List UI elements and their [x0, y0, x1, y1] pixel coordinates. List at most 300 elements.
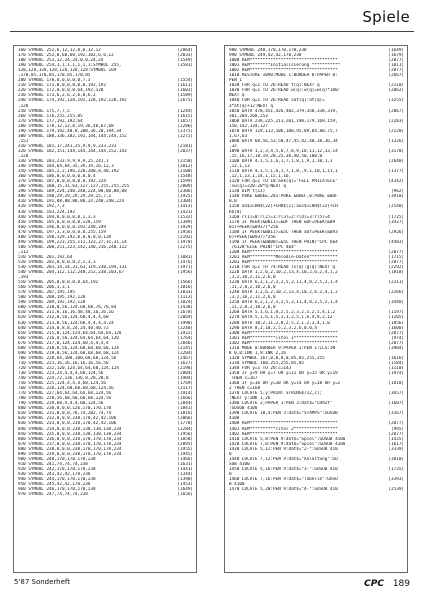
checksum: [1769]	[177, 381, 193, 387]
checksum: [1110]	[388, 365, 404, 371]
code-text: 1090 DATA 1,2,3,4,5,6,7,8,9,10,11,12,13,14	[229, 148, 338, 154]
code-text: 570 SYMBOL 207,195,195	[18, 290, 75, 296]
code-text: 950 SYMBOL 245,42,42,170,238	[18, 482, 91, 488]
code-text: 1380 LOCATE 2,PAPER 1:PEN 3:dat$="CRAZY"	[229, 401, 333, 407]
code-text: ,11,2,8,2,10,2,6,0	[229, 305, 276, 311]
checksum: [1476]	[177, 259, 193, 265]
checksum: [2311]	[388, 280, 404, 286]
checksum: [1554]	[177, 78, 193, 84]
code-text: 670 SYMBOL 217,0,124,124,68,4,4,4,4	[18, 340, 109, 346]
checksum: [1377]	[388, 169, 404, 175]
code-text: 560 SYMBOL 206,3,3,1	[18, 285, 70, 291]
checksum: [2467]	[177, 355, 193, 361]
code-text: 1201 REM**********Melodie-Daten***********	[229, 254, 338, 260]
checksum: [1856]	[388, 320, 404, 326]
checksum: [1566]	[177, 280, 193, 286]
checksum: [1435]	[388, 436, 404, 442]
code-text: 1260 DATA 5,1,6,1,8,2,5,2,3,2,5,2,5,4,1,2	[229, 310, 336, 316]
checksum: [3427]	[388, 219, 404, 225]
checksum: [1974]	[388, 371, 404, 376]
code-text: 180 SYMBOL 253,12,24,24,0,0,24,24	[18, 58, 104, 64]
checksum: [1081]	[177, 254, 193, 260]
page-footer	[364, 579, 410, 589]
code-text: 1250 DATA 6,2,1,2,3,2,5,2,11,4,8,2,5,2,1,4	[229, 300, 338, 306]
code-text: 1120 FOR q=1 TO 10:ank(q)="FELL PHILATELE"	[229, 179, 338, 185]
code-text: 430 SYMBOL 193,224,192	[18, 209, 75, 215]
header-rule	[10, 31, 414, 32]
checksum: [1956]	[177, 431, 193, 437]
brand-logo: CPC	[364, 579, 384, 589]
code-text: ,11,2,8,2,10,2,6,0	[229, 285, 276, 291]
code-text: THEN c=167	[229, 376, 258, 382]
checksum: [2004]	[177, 371, 193, 376]
code-text: 1360 IF y=16 OR y=10 OR y=14 OR y=18 OR y=2	[229, 381, 341, 387]
code-text: 640 SYMBOL 214,0,8,8,24,24,40,40,72	[18, 325, 109, 331]
code-text: 1202 REM**********************************	[229, 259, 338, 265]
checksum: [1929]	[177, 224, 193, 230]
code-text: 190 SYMBOL 254,1,1,1,1,1,1,1:SYMBOL 255,	[18, 63, 122, 69]
checksum: [1715]	[388, 254, 404, 260]
checksum: [2306]	[177, 189, 193, 195]
code-text: 1430 LOCATE 5,12:PEN 9:dat$="2-":GOSUB 410	[229, 446, 338, 452]
code-text: ,32	[229, 143, 237, 149]
checksum: [3904]	[388, 345, 404, 351]
checksum: [2064]	[177, 48, 193, 53]
code-text: 1400 REM**********************************	[229, 421, 338, 427]
code-text: 2 THEN c=168	[229, 386, 261, 392]
code-text: ,3,2,10,2,11,2,6,0	[229, 275, 276, 281]
code-text: 1350 IF y<9 OR y=7 OR y=11 OR y=15 OR y=19	[229, 371, 338, 376]
checksum: [2095]	[177, 441, 193, 447]
checksum: [2203]	[388, 118, 404, 124]
code-text: 720 SYMBOL 222,120,124,64,64,68,124,124	[18, 365, 119, 371]
checksum: [3393]	[388, 476, 404, 482]
checksum: [3657]	[388, 391, 404, 397]
checksum: [2181]	[177, 143, 193, 149]
checksum: [1244]	[177, 108, 193, 114]
code-text: 1020 FOR q=1 TO 26:READ t(q):NEXT q	[229, 83, 320, 89]
checksum: [1764]	[177, 335, 193, 341]
code-text: 360 SYMBOL 186,0,0,0,0,0,0,0,4	[18, 174, 96, 180]
code-text: 3*at(q)+12:NEXT q	[229, 103, 273, 109]
code-text: SUB 4100	[229, 461, 250, 467]
code-text: 1340 FOR y=1 TO 20:c=143	[229, 365, 292, 371]
checksum: [1611]	[177, 83, 193, 89]
code-text: B 4100	[229, 482, 245, 488]
checksum: [1326]	[388, 138, 404, 144]
checksum: [1589]	[177, 93, 193, 99]
code-text: 1180 IF PEEK(&BB11)=&5C THEN adr=PEEK(&B93	[229, 229, 338, 235]
checksum: [2430]	[177, 305, 193, 311]
checksum: [1841]	[177, 406, 193, 412]
checksum: [2012]	[177, 164, 193, 170]
code-text: 1310 MODE 0:BORDER 9:PAPER 1:PEN 1:CLS:IN	[229, 345, 336, 351]
code-text: 6)+PEEK(&B937)*256	[229, 234, 276, 240]
checksum: [1811]	[388, 63, 404, 69]
checksum: [3010]	[388, 456, 404, 462]
checksum: [2867]	[388, 108, 404, 114]
code-text: 750 SYMBOL 225,124,4,4,4,68,124,56	[18, 381, 106, 387]
code-text: 170 SYMBOL 252,0,60,60,192,102,6,6,12	[18, 53, 114, 59]
code-text: 990 SYMBOL 249,42,42,170,238	[229, 53, 302, 59]
issue-label: 5'87 Sonderheft	[14, 578, 71, 586]
code-text: 1010 RESTORE 1090:MODE 1:BORDER 0:PAPER 0:	[229, 73, 338, 79]
code-text: 860 SYMBOL 236,0,0,0,238,170,170,170,234	[18, 436, 122, 442]
code-text: 650 SYMBOL 215,0,124,124,64,64,64,64,120	[18, 330, 122, 336]
code-text: ,12,1,13,1,14,1,15,1,16,	[229, 174, 292, 180]
checksum: [2275]	[177, 244, 193, 250]
checksum: [995]	[391, 426, 404, 432]
checksum: [4342]	[388, 179, 404, 185]
code-text: 780 SYMBOL 228,56,68,68,68,68,124,56	[18, 396, 112, 402]
code-text: 540 SYMBOL 204,112,112,248,252,238,103,67	[18, 270, 125, 276]
code-text: 301,284,268,253	[229, 113, 268, 119]
checksum: [2100]	[177, 169, 193, 175]
checksum: [3339]	[388, 446, 404, 452]
code-text: 400 SYMBOL 190,29,29,29,29,29,15,7,1	[18, 194, 112, 200]
code-text: 1440 LOCATE 7,12:PEN 9:dat$="Anleitung":GO	[229, 456, 338, 462]
code-text: 480 SYMBOL 198,129,192,0,0,0,0,0,128	[18, 234, 112, 240]
checksum: [3448]	[388, 300, 404, 306]
code-text: 900 SYMBOL 240,170,170,170,238	[18, 456, 96, 462]
code-text: 840 SYMBOL 234,0,0,0,238,138,138,138,234	[18, 426, 122, 432]
checksum: [2272]	[177, 133, 193, 139]
code-text: ,112	[18, 249, 29, 255]
code-text: 1210 FOR q=1 TO 74:READ ls(q):g(q):NEXT q	[229, 265, 336, 271]
checksum: [1617]	[388, 441, 404, 447]
checksum: [1816]	[177, 411, 193, 417]
checksum: [2539]	[388, 487, 404, 493]
checksum: [1657]	[177, 118, 193, 124]
code-text: 740 SYMBOL 224,72,136,136,8,28,28,8	[18, 376, 109, 382]
code-text: 1160 r(1)=0:r(2)=1:r(3)=2:r(4)=3:r(5)=4	[229, 214, 330, 220]
code-text: 200 SYMBOL 170,0,0,0,0,0,7,3	[18, 78, 91, 84]
code-text: 240 SYMBOL 174,192,128,192,128,192,128,192	[18, 98, 127, 104]
checksum: [1725]	[388, 214, 404, 220]
checksum: [2204]	[177, 350, 193, 356]
code-text: 770 SYMBOL 227,64,64,64,64,68,124,56	[18, 391, 112, 397]
checksum: [1615]	[177, 113, 193, 119]
code-text: 1080 DATA 60,56,53,50,47,45,42,40,38,36,34	[229, 138, 338, 144]
code-text: 1002 REM**********************************	[229, 68, 338, 74]
code-text: 440 SYMBOL 194,0,0,0,0,0,1,3,3	[18, 214, 96, 220]
checksum: [1956]	[177, 270, 193, 276]
code-text: 1290 DATA 8,2,10,2,5,2,3,2,6,0,0,4	[229, 325, 317, 331]
code-line	[18, 492, 193, 497]
checksum: [2033]	[177, 53, 193, 59]
code-text: 1470 LOCATE 5,20:PEN 9:dat$="4-":GOSUB 410	[229, 487, 338, 493]
checksum: [2240]	[177, 325, 193, 331]
code-line	[229, 487, 404, 492]
code-text: 800 SYMBOL 230,0,0,0,126,170,170,170	[18, 406, 112, 412]
checksum: [2077]	[388, 431, 404, 437]
checksum: [1205]	[388, 315, 404, 321]
code-text: 390 SYMBOL 189,224,240,240,224,88,88,88,88	[18, 189, 127, 195]
code-text: 0	[229, 451, 232, 457]
code-text: 280 SYMBOL 178,12,12,8,19,36,40,67,68	[18, 123, 114, 129]
checksum: [1770]	[177, 421, 193, 427]
code-text: 790 SYMBOL 229,60,4,4,4,68,124,56	[18, 401, 104, 407]
code-text: 380 SYMBOL 188,15,31,63,127,127,255,255,255	[18, 184, 130, 190]
code-text: 420 SYMBOL 192,7,3	[18, 204, 65, 210]
checksum: [2117]	[177, 386, 193, 392]
checksum: [2198]	[177, 365, 193, 371]
checksum: [1955]	[177, 446, 193, 452]
code-text: 150,142,134,127	[229, 123, 268, 129]
checksum: [2675]	[177, 98, 193, 104]
checksum: [2286]	[177, 123, 193, 129]
code-text: 1370 LOCATE 5,y:PRINT STRING$(12,c);	[229, 391, 323, 397]
checksum: [2266]	[388, 290, 404, 296]
code-text: 1060 DATA 239,225,213,201,190,179,169,159,	[229, 118, 338, 124]
code-text: 970 SYMBOL 247,74,74,74,238	[18, 492, 88, 498]
code-text: K 0,0:INK 1,9:INK 2,26	[229, 350, 286, 356]
checksum: [1398]	[177, 476, 193, 482]
code-text: 1130 DIM t(11)	[229, 189, 266, 195]
code-text: 1200 REM**********************************	[229, 249, 338, 255]
checksum: [2375]	[177, 128, 193, 134]
code-text: PEN 1	[229, 78, 242, 84]
checksum: [974]	[391, 335, 404, 341]
code-text: 410 SYMBOL 191,88,88,88,88,24,240,240,224	[18, 199, 125, 205]
checksum: [1016]	[177, 285, 193, 291]
checksum: [2037]	[177, 148, 193, 154]
checksum: [2077]	[388, 259, 404, 265]
checksum: [1599]	[177, 179, 193, 185]
code-text: /6128"ELSE PRINT"CPC 464"	[229, 244, 297, 250]
checksum: [2009]	[177, 184, 193, 190]
code-text: 680 SYMBOL 218,0,56,124,68,68,68,68,124	[18, 345, 119, 351]
code-text: 230 SYMBOL 173,6,2,6,2,6,0,6,2	[18, 93, 96, 99]
checksum: [3583]	[177, 63, 193, 69]
checksum: [4483]	[388, 239, 404, 245]
code-text: 510 SYMBOL 201,192,64	[18, 254, 73, 260]
code-text: 1050 DATA 478,451,426,402,379,358,338,319,	[229, 108, 338, 114]
code-text: 1230 DATA 6,2,1,2,3,2,5,2,11,4,8,2,5,2,1,4	[229, 280, 338, 286]
checksum: [2046]	[177, 340, 193, 346]
code-text: 1280 DATA 10,2,11,2,8,2,5,2,1,2,3,4,1,0	[229, 320, 330, 326]
code-text: 1100 DATA 4,1,5,1,6,1,7,1,8,1,9,1,10,1,1	[229, 159, 333, 165]
code-text: 550 SYMBOL 205,0,0,0,0,0,64,192	[18, 280, 99, 286]
checksum: [2667]	[388, 73, 404, 79]
code-text: ,15,16,17,18,19,20,25,30,40,50,100,0	[229, 153, 323, 159]
code-text: 1110 DATA 4,1,5,1,6,1,7,1,8,,9,1,10,1,11,1	[229, 169, 338, 175]
code-text: 1070 DATA 119,113,106,100,95,89,84,80,75,7	[229, 128, 338, 134]
checksum: [1413]	[177, 204, 193, 210]
code-text: 1301 REM**********Titel 1*****************	[229, 335, 338, 341]
code-text: 1030 FOR q=1 TO 26:READ w(q):w(q)=w(q)*100:	[229, 88, 341, 94]
checksum: [2066]	[177, 416, 193, 422]
checksum: [1453]	[177, 482, 193, 488]
code-text: :sw(q)=220-20*q:NEXT q	[229, 184, 286, 190]
code-text: 220 SYMBOL 172,0,0,0,0,64,192,128	[18, 88, 104, 94]
code-text: ,128	[18, 103, 29, 109]
code-text: 460 SYMBOL 196,0,0,0,0,192,240,249	[18, 224, 106, 230]
code-text: 1240 DATA 1,2,6,2,10,2,13,4,10,2,6,2,4,1,2	[229, 290, 338, 296]
code-text: 01)+PEEK(&B937)*256	[229, 224, 279, 230]
checksum: [2292]	[388, 265, 404, 271]
checksum: [1971]	[177, 265, 193, 271]
code-text: 330 SYMBOL 183,233,9,9,9,9,25,241,1	[18, 159, 109, 165]
code-text: 520 SYMBOL 202,0,0,0,0,2,2,3,3	[18, 259, 96, 265]
checksum: [2077]	[388, 340, 404, 346]
checksum: [1649]	[177, 487, 193, 493]
code-text: 1420 LOCATE 7,8:PEN 9:dat$="Spiel":GOSUB 4100	[229, 441, 346, 447]
code-text: 930 SYMBOL 243,42,42,170,238	[18, 471, 91, 477]
code-text: ,151	[18, 138, 29, 144]
checksum: [1990]	[177, 320, 193, 326]
code-text: 500 SYMBOL 200,251,223,142,140,216,240,112	[18, 244, 127, 250]
checksum: [1904]	[177, 376, 193, 382]
code-text: 1401 REM**********Titel 2*****************	[229, 426, 338, 432]
code-text: ,193	[18, 275, 29, 281]
checksum: [1548]	[177, 174, 193, 180]
code-text: 910 SYMBOL 241,74,74,74,238	[18, 461, 88, 467]
code-text: 760 SYMBOL 226,124,68,68,68,68,124,56	[18, 386, 114, 392]
code-text: 960 SYMBOL 246,170,170,170,238	[18, 487, 96, 493]
code-text: 250 SYMBOL 175,7,7,5	[18, 108, 70, 114]
checksum: [1656]	[177, 492, 193, 498]
code-text: 4100	[229, 416, 240, 422]
code-text: 160 SYMBOL 251,6,12,12,0,0,12,12	[18, 48, 101, 53]
code-text: 940 SYMBOL 244,170,170,170,238	[18, 476, 96, 482]
checksum: [1431]	[177, 209, 193, 215]
checksum: [1678]	[177, 310, 193, 316]
code-text: 1330 SYMBOL 168,255,255,85,85	[229, 360, 305, 366]
code-text: 320 SYMBOL 182,151,144,144,144,144,152,143	[18, 148, 127, 154]
section-title: Spiele	[362, 8, 410, 26]
checksum: [2145]	[177, 345, 193, 351]
code-text: 1150 an$=CHR$(22)+CHR$(1):aus$=CHR$(22)+CH	[229, 204, 338, 210]
checksum: [1631]	[177, 461, 193, 467]
checksum: [1925]	[177, 194, 193, 200]
code-text: 530 SYMBOL 203,14,14,31,63,119,230,194,131	[18, 265, 127, 271]
code-text: 870 SYMBOL 237,0,0,0,238,170,170,170,234	[18, 441, 122, 447]
code-text: 830 SYMBOL 233,0,0,0,238,170,42,42,106	[18, 421, 117, 427]
checksum: [1922]	[177, 330, 193, 336]
checksum: [2077]	[388, 58, 404, 64]
code-text: 1140 POKE &BDEE,201:POKE &BDEF,0:POKE &BDF	[229, 194, 338, 200]
code-text: 1190 IF PEEK(&BB00)=&5C THEN PRINT"CPC 664	[229, 239, 338, 245]
checksum: [2926]	[388, 229, 404, 235]
checksum: [1818]	[388, 381, 404, 387]
code-text: 620 SYMBOL 212,0,56,124,68,4,4,4,60	[18, 315, 109, 321]
checksum: [1735]	[388, 466, 404, 472]
code-text: 590 SYMBOL 209,192,192,128	[18, 300, 86, 306]
checksum: [1607]	[388, 401, 404, 407]
checksum: [1945]	[177, 451, 193, 457]
code-text: 730 SYMBOL 223,24,4,4,4,68,124,56	[18, 371, 104, 376]
code-text: 0	[229, 471, 232, 477]
code-text: 700 SYMBOL 220,84,100,100,68,68,124,56	[18, 355, 117, 361]
code-text: 580 SYMBOL 208,195,192,128	[18, 295, 86, 301]
code-text: 340 SYMBOL 184,64,64,35,39,19,16,12,3	[18, 164, 114, 170]
code-text: 128,128,128,128,128,128,128:SYMBOL 169	[18, 68, 117, 74]
checksum: [1466]	[177, 456, 193, 462]
code-text: 1390 LOCATE 10,4:PEN 3:dat$="STAMPS":GOSUB	[229, 411, 338, 417]
code-text: ,3,2,10,2,11,2,6,0	[229, 295, 276, 301]
code-text: 660 SYMBOL 216,0,56,124,64,64,64,64,120	[18, 335, 119, 341]
checksum: [1956]	[177, 229, 193, 235]
checksum: [1914]	[177, 391, 193, 397]
code-text: 920 SYMBOL 242,170,170,170,238	[18, 466, 96, 472]
code-text: 1450 LOCATE 5,16:PEN 9:dat$="3-":GOSUB 410	[229, 466, 338, 472]
code-text: 470 SYMBOL 197,3,3,0,0,0,0,255,159	[18, 229, 106, 235]
code-text: 1040 FOR q=1 TO 26:READ sat(q):at(q)=	[229, 98, 325, 104]
checksum: [1679]	[388, 53, 404, 59]
checksum: [1024]	[177, 300, 193, 306]
code-text: 1270 DATA 5,1,6,1,5,1,3,2,5,1,6,4,8,2,12	[229, 315, 333, 321]
code-text: 890 SYMBOL 239,0,0,0,238,170,170,170,234	[18, 451, 122, 457]
checksum: [2077]	[388, 421, 404, 427]
checksum: [2284]	[177, 426, 193, 432]
checksum: [2120]	[388, 128, 404, 134]
page-number: 189	[392, 579, 410, 589]
code-text: 980 SYMBOL 248,170,170,170,238	[229, 48, 307, 53]
code-text: 210 SYMBOL 171,0,0,0,0,0,0,192,192	[18, 83, 106, 89]
code-text: 630 SYMBOL 213,0,56,124,68,4,4,4,4,24	[18, 320, 114, 326]
checksum: [3170]	[388, 148, 404, 154]
checksum: [2044]	[177, 401, 193, 407]
code-text: 610 SYMBOL 211,0,16,16,48,48,16,16,16	[18, 310, 114, 316]
checksum: [1616]	[388, 355, 404, 361]
code-text: 270 SYMBOL 177,192,192,64	[18, 118, 83, 124]
code-text: 600 SYMBOL 210,0,56,124,68,68,76,76,84	[18, 305, 117, 311]
checksum: [1666]	[177, 396, 193, 402]
checksum: [1584]	[388, 360, 404, 366]
listing-column-right	[224, 45, 408, 573]
checksum: [1113]	[177, 295, 193, 301]
checksum: [1627]	[177, 360, 193, 366]
code-text: ,128	[18, 153, 29, 159]
code-text: 710 SYMBOL 221,16,16,16,16,16,56,56	[18, 360, 109, 366]
code-text: 310 SYMBOL 181,17,241,25,9,9,9,233,233	[18, 143, 117, 149]
code-text: ,12,1,13	[229, 164, 250, 170]
checksum: [2540]	[388, 204, 404, 210]
code-text: R$(0)	[229, 209, 242, 215]
checksum: [1344]	[177, 471, 193, 477]
code-text: 1320 SYMBOL 167,0,0,0,0,85,85,255,255	[229, 355, 325, 361]
checksum: [1858]	[177, 436, 193, 442]
checksum: [1532]	[177, 214, 193, 220]
checksum: [3255]	[388, 98, 404, 104]
checksum: [2192]	[177, 234, 193, 240]
checksum: [2062]	[388, 88, 404, 94]
code-text: 1170 IF PEEK(&BB11)=&DF THEN &DF=PEEK(&B9	[229, 219, 336, 225]
code-text: NEXT q	[229, 93, 245, 99]
code-text: 290 SYMBOL 179,192,48,8,200,36,20,194,34	[18, 128, 122, 134]
checksum: [3167]	[388, 411, 404, 417]
code-text: 820 SYMBOL 232,0,0,0,238,170,42,42,106	[18, 416, 117, 422]
checksum: [1549]	[177, 58, 193, 64]
checksum: [2389]	[177, 219, 193, 225]
checksum: [2077]	[388, 330, 404, 336]
code-text: 450 SYMBOL 195,0,0,0,0,0,128,159	[18, 219, 101, 225]
checksum: [1441]	[177, 466, 193, 472]
checksum: [2077]	[388, 249, 404, 255]
checksum: [1197]	[388, 310, 404, 316]
code-text: 1001 REM********Initialisierung ***********	[229, 63, 341, 69]
checksum: [2150]	[177, 159, 193, 165]
code-text: 880 SYMBOL 238,0,0,0,238,170,170,170,234	[18, 446, 122, 452]
checksum: [1649]	[388, 48, 404, 53]
code-text: 1000 REM**********************************	[229, 58, 338, 64]
code-text: 0,0	[229, 199, 237, 205]
code-text: 690 SYMBOL 219,0,56,124,68,68,68,68,124	[18, 350, 119, 356]
code-text: 490 SYMBOL 199,223,255,111,123,27,31,31,14	[18, 239, 127, 245]
listing-column-left	[13, 45, 197, 573]
checksum: [2069]	[177, 315, 193, 321]
